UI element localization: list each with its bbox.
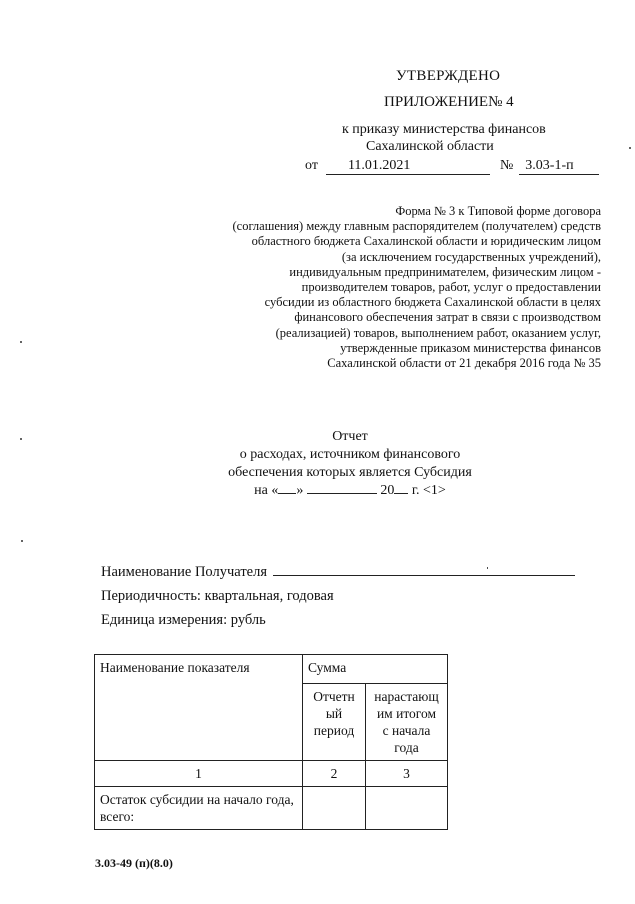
form-note-line: (реализацией) товаров, выполнением работ, оказанием услуг, [275, 325, 601, 340]
order-date: 11.01.2021 [326, 158, 490, 175]
order-number: 3.03-1-п [519, 158, 599, 175]
recipient-field [101, 560, 575, 581]
row-value-period [303, 787, 366, 830]
col-number: 3 [366, 761, 448, 787]
recipient-label: Наименование Получателя [101, 564, 268, 580]
appendix-label: ПРИЛОЖЕНИЕ№ 4 [384, 94, 514, 110]
scan-speck [629, 147, 631, 149]
date-open-quote: на « [254, 483, 279, 498]
from-label: от [305, 158, 318, 173]
scan-speck [21, 540, 23, 542]
header-cumulative: нарастающ им итогом с начала года [366, 684, 448, 761]
form-note-line: финансового обеспечения затрат в связи с производством [294, 310, 601, 325]
row-value-cumulative [366, 787, 448, 830]
header-period: Отчетн ый период [303, 684, 366, 761]
form-note-line: (за исключением государственных учреждений), [341, 249, 601, 264]
header-indicator: Наименование показателя [95, 655, 303, 761]
unit-label: Единица измерения: рубль [101, 612, 266, 628]
form-note-line: областного бюджета Сахалинской области и юридическим лицом [251, 234, 601, 249]
scan-speck [20, 341, 22, 343]
form-note-line: утвержденные приказом министерства финансов [340, 340, 601, 355]
form-note-line: производителем товаров, работ, услуг о предоставлении [301, 280, 601, 295]
scan-speck [20, 438, 22, 440]
number-label: № [499, 158, 514, 173]
table-header-row [95, 655, 448, 684]
report-heading [150, 428, 550, 500]
order-reference: к приказу министерства финансов [342, 122, 546, 137]
year-prefix: 20 [380, 483, 395, 498]
approved-stamp: УТВЕРЖДЕНО [396, 68, 501, 84]
order-date-row [305, 158, 599, 175]
table-numbering-row [95, 761, 448, 787]
form-note-line: (соглашения) между главным распорядителем (получателем) средств [232, 219, 601, 234]
form-note-line: индивидуальным предпринимателем, физическим лицом - [289, 264, 601, 279]
report-subtitle-line1: о расходах, источником финансового [239, 447, 461, 462]
month-blank [307, 493, 377, 494]
scan-speck [487, 567, 488, 569]
form-note-line: субсидии из областного бюджета Сахалинской области в целях [264, 295, 601, 310]
col-number: 2 [303, 761, 366, 787]
form-note-line: Форма № 3 к Типовой форме договора [395, 204, 601, 218]
year-blank [394, 493, 408, 494]
recipient-blank [273, 560, 575, 576]
report-date-line [150, 482, 550, 500]
date-close-quote: » [296, 483, 304, 498]
row-label: Остаток субсидии на начало года, всего: [95, 787, 303, 830]
table-row [95, 787, 448, 830]
form-note [181, 204, 601, 371]
region-label: Сахалинской области [366, 139, 494, 154]
form-note-line: Сахалинской области от 21 декабря 2016 года № 35 [327, 356, 601, 371]
report-table [94, 654, 448, 830]
report-subtitle-line2: обеспечения которых является Субсидия [228, 465, 472, 480]
col-number: 1 [95, 761, 303, 787]
periodicity-label: Периодичность: квартальная, годовая [101, 588, 334, 604]
report-title: Отчет [332, 429, 368, 444]
year-suffix: г. <1> [411, 483, 446, 498]
day-blank [278, 493, 296, 494]
header-sum: Сумма [303, 655, 448, 684]
document-code: 3.03-49 (п)(8.0) [95, 856, 173, 870]
